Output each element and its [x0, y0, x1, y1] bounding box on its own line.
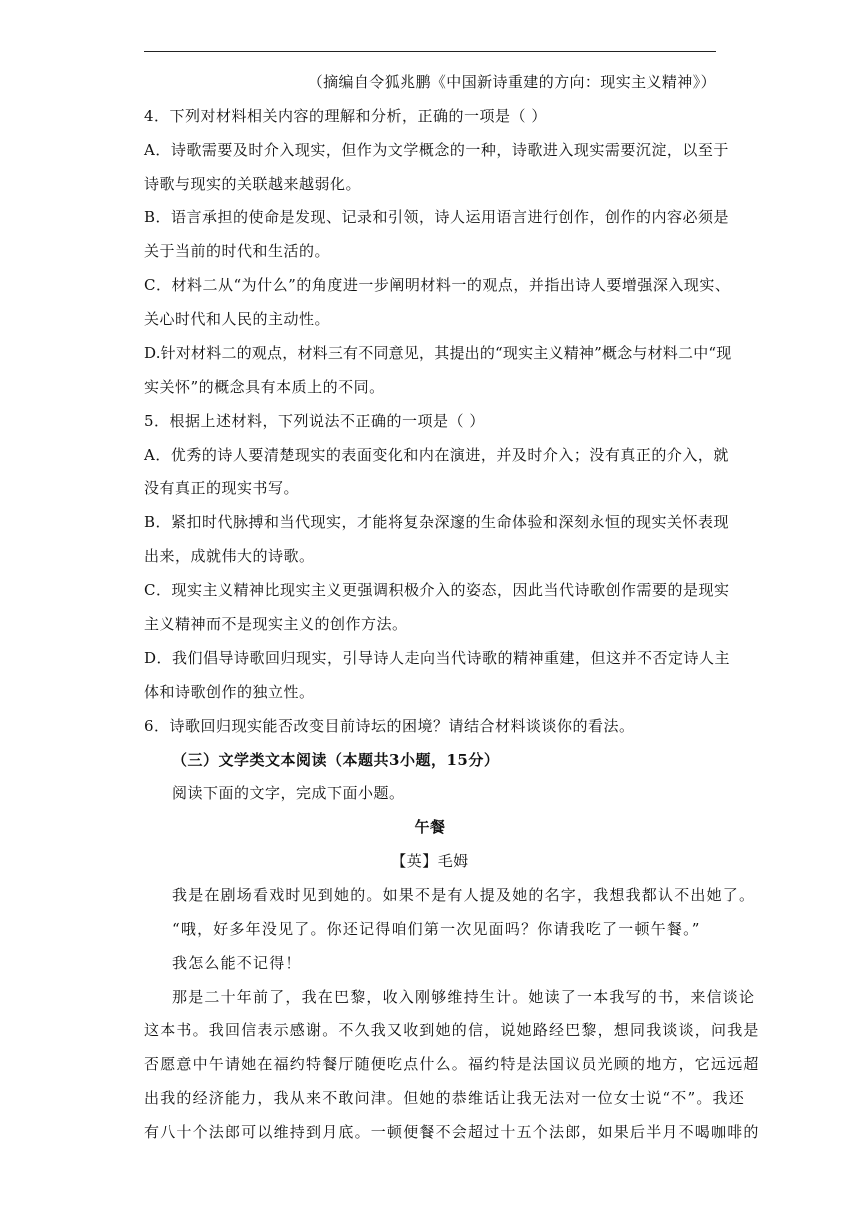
story-paragraph: 我是在剧场看戏时见到她的。如果不是有人提及她的名字，我想我都认不出她了。 — [172, 886, 756, 904]
story-author: 【英】毛姆 — [391, 852, 469, 870]
header-rule — [144, 51, 716, 52]
story-paragraph-cont: 有八十个法郎可以维持到月底。一顿便餐不会超过十五个法郎，如果后半月不喝咖啡的 — [144, 1123, 760, 1141]
question-5-option-d-cont: 体和诗歌创作的独立性。 — [144, 683, 315, 701]
source-citation: （摘编自令狐兆鹏《中国新诗重建的方向：现实主义精神》） — [307, 73, 716, 91]
question-6: 6．诗歌回归现实能否改变目前诗坛的困境？请结合材料谈谈你的看法。 — [144, 717, 635, 735]
question-4-stem: 4．下列对材料相关内容的理解和分析，正确的一项是（ ） — [144, 107, 547, 125]
question-4-option-a-cont: 诗歌与现实的关联越来越弱化。 — [144, 175, 362, 193]
section-heading: （三）文学类文本阅读（本题共3小题，15分） — [172, 751, 500, 769]
story-paragraph-cont: 否愿意中午请她在福约特餐厅随便吃点什么。福约特是法国议员光顾的地方，它远远超 — [144, 1055, 760, 1073]
story-paragraph-cont: 出我的经济能力，我从来不敢问津。但她的恭维话让我无法对一位女士说“不”。我还 — [144, 1089, 745, 1107]
question-4-option-b: B．语言承担的使命是发现、记录和引领，诗人运用语言进行创作，创作的内容必须是 — [144, 208, 730, 226]
question-5-option-c-cont: 主义精神而不是现实主义的创作方法。 — [144, 615, 408, 633]
question-4-option-c-cont: 关心时代和人民的主动性。 — [144, 310, 331, 328]
question-4-option-c: C．材料二从“为什么”的角度进一步阐明材料一的观点，并指出诗人要增强深入现实、 — [144, 276, 731, 294]
question-4-option-d: D.针对材料二的观点，材料三有不同意见，其提出的“现实主义精神”概念与材料二中“现 — [144, 344, 732, 362]
question-5-option-b-cont: 出来，成就伟大的诗歌。 — [144, 547, 315, 565]
question-5-option-d: D．我们倡导诗歌回归现实，引导诗人走向当代诗歌的精神重建，但这并不否定诗人主 — [144, 649, 731, 667]
story-paragraph: 那是二十年前了，我在巴黎，收入刚够维持生计。她读了一本我写的书，来信谈论 — [172, 988, 756, 1006]
story-title: 午餐 — [414, 818, 446, 836]
story-paragraph: “哦，好多年没见了。你还记得咱们第一次见面吗？你请我吃了一顿午餐。” — [172, 920, 701, 938]
question-5-option-c: C．现实主义精神比现实主义更强调积极介入的姿态，因此当代诗歌创作需要的是现实 — [144, 581, 730, 599]
reading-instruction: 阅读下面的文字，完成下面小题。 — [172, 784, 405, 802]
question-4-option-d-cont: 实关怀”的概念具有本质上的不同。 — [144, 378, 385, 396]
story-paragraph: 我怎么能不记得！ — [172, 954, 302, 972]
story-paragraph-cont: 这本书。我回信表示感谢。不久我又收到她的信，说她路经巴黎，想同我谈谈，问我是 — [144, 1021, 760, 1039]
question-4-option-a: A．诗歌需要及时介入现实，但作为文学概念的一种，诗歌进入现实需要沉淀，以至于 — [144, 141, 729, 159]
question-5-option-b: B．紧扣时代脉搏和当代现实，才能将复杂深邃的生命体验和深刻永恒的现实关怀表现 — [144, 513, 730, 531]
question-5-stem: 5．根据上述材料，下列说法不正确的一项是（ ） — [144, 412, 485, 430]
question-5-option-a-cont: 没有真正的现实书写。 — [144, 479, 300, 497]
question-5-option-a: A．优秀的诗人要清楚现实的表面变化和内在演进，并及时介入；没有真正的介入，就 — [144, 446, 729, 464]
question-4-option-b-cont: 关于当前的时代和生活的。 — [144, 242, 331, 260]
